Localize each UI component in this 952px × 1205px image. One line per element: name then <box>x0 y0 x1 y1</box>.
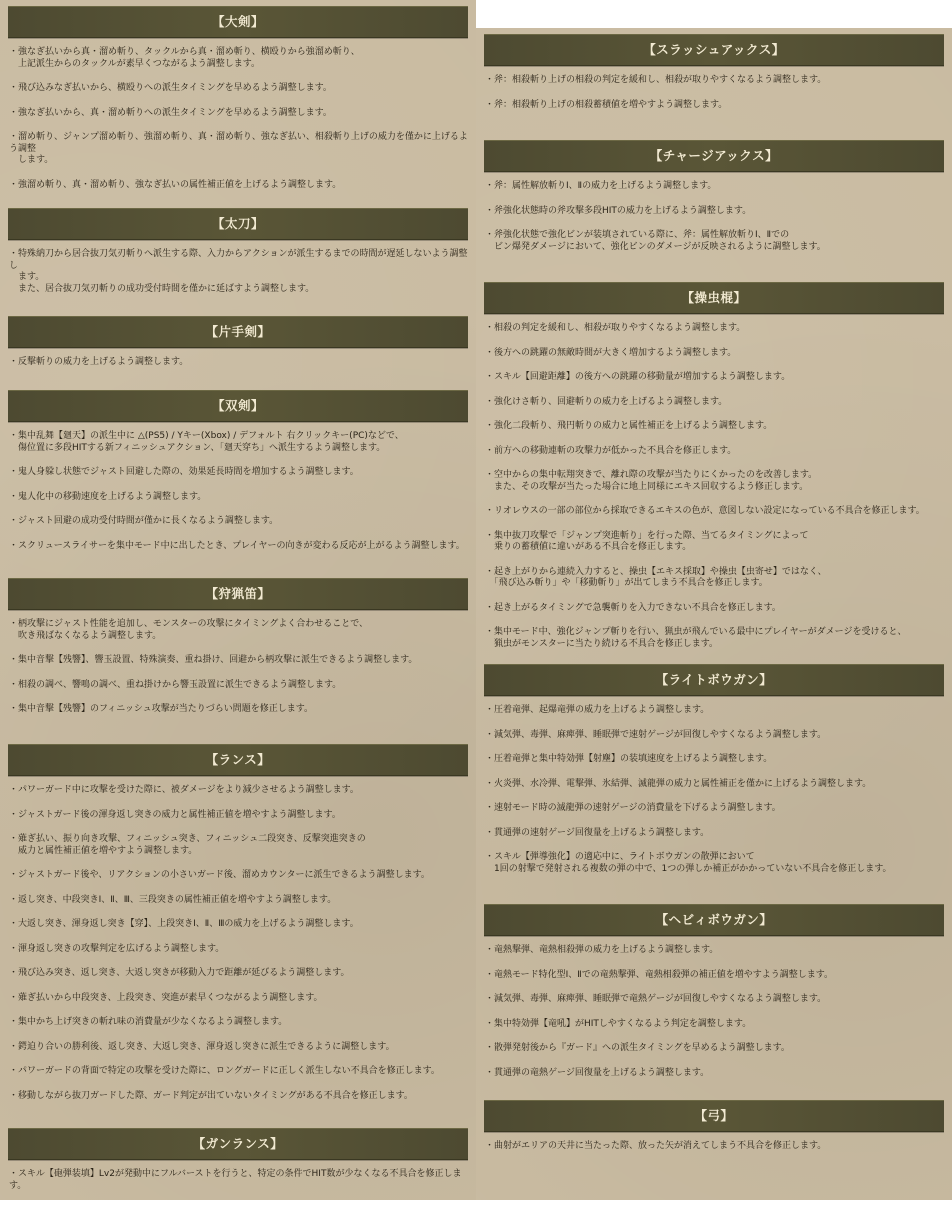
list-item: ・強なぎ払いから真・溜め斬り、タックルから真・溜め斬り、横殴りから強溜め斬り、 上記派生からのタックルが素早くつながるよう調整します。 <box>9 47 360 69</box>
list-item: ・強なぎ払いから、真・溜め斬りへの派生タイミングを早めるよう調整します。 <box>9 107 332 118</box>
list-item: ・斧強化状態で強化ビンが装填されている際に、斧：属性解放斬りⅠ、Ⅱでの ビン爆発ダメージにおいて、強化ビンのダメージが反映されるように調整します。 <box>485 230 826 252</box>
list-item: ・パワーガードの背面で特定の攻撃を受けた際に、ロングガードに正しく派生しない不具合を修正します。 <box>9 1066 440 1076</box>
list-item: ・特殊納刀から居合抜刀気刃斬りへ派生する際、入力からアクションが派生するまでの時間が遅延しないよう調整し ます。 また、居合抜刀気刃斬りの成功受付時間を僅かに延ばすよう調整します。 <box>9 249 468 294</box>
list-item: ・渾身返し突きの攻撃判定を広げるよう調整します。 <box>9 943 225 954</box>
section <box>476 904 952 1092</box>
list-item: ・散弾発射後から『ガード』への派生タイミングを早めるよう調整します。 <box>485 1043 790 1053</box>
section-header: 【弓】 <box>484 1100 944 1132</box>
section <box>476 282 952 663</box>
section <box>476 664 952 888</box>
item-list <box>9 431 476 552</box>
list-item: ・薙ぎ払い、振り向き攻撃、フィニッシュ突き、フィニッシュ二段突き、反撃突進突きの 威力と属性補正値を増やすよう調整します。 <box>9 834 366 856</box>
section <box>476 34 952 124</box>
right-column <box>476 28 952 1200</box>
item-list <box>9 1169 476 1192</box>
list-item: ・強化けさ斬り、回避斬りの威力を上げるよう調整します。 <box>485 396 728 407</box>
section-header: 【狩猟笛】 <box>8 578 468 610</box>
list-item: ・貫通弾の竜熱ゲージ回復量を上げるよう調整します。 <box>485 1067 710 1078</box>
list-item: ・集中音撃【残響】のフィニッシュ攻撃が当たりづらい問題を修正します。 <box>9 704 314 714</box>
list-item: ・集中モード中、強化ジャンプ斬りを行い、猟虫が飛んでいる最中にプレイヤーがダメージを受けると、 猟虫がモンスターに当たり続ける不具合を修正します。 <box>485 627 907 649</box>
list-item: ・強化二段斬り、飛円斬りの威力と属性補正を上げるよう調整します。 <box>485 421 773 431</box>
section-header: 【大剣】 <box>8 6 468 38</box>
list-item: ・リオレウスの一部の部位から採取できるエキスの色が、意図しない設定になっている不具合を修正します。 <box>485 506 925 516</box>
section <box>0 208 476 308</box>
list-item: ・柄攻撃にジャスト性能を追加し、モンスターの攻撃にタイミングよく合わせることで、 吹き飛ばなくなるよう調整します。 <box>9 619 369 641</box>
list-item: ・ジャスト回避の成功受付時間が僅かに長くなるよう調整します。 <box>9 516 279 526</box>
section-header: 【ヘビィボウガン】 <box>484 904 944 936</box>
item-list <box>9 47 476 191</box>
list-item: ・鍔迫り合いの勝利後、返し突き、大返し突き、渾身返し突きに派生できるように調整します。 <box>9 1041 395 1052</box>
list-item: ・返し突き、中段突きⅠ、Ⅱ、Ⅲ、三段突きの属性補正値を増やすよう調整します。 <box>9 894 337 905</box>
section <box>476 140 952 266</box>
list-item: ・空中からの集中転翔突きで、離れ際の攻撃が当たりにくかったのを改善します。 また、その攻撃が当たった場合に地上同様にエキス回収するよう修正します。 <box>485 470 818 492</box>
list-item: ・集中音撃【残響】、響玉設置、特殊演奏、重ね掛け、回避から柄攻撃に派生できるよう調整します。 <box>9 655 418 665</box>
section-header: 【操虫棍】 <box>484 282 944 314</box>
item-list <box>485 323 952 650</box>
section <box>0 744 476 1115</box>
list-item: ・ジャストガード後や、リアクションの小さいガード後、溜めカウンターに派生できるよう調整します。 <box>9 870 430 880</box>
list-item: ・飛び込み突き、返し突き、大返し突きが移動入力で距離が延びるよう調整します。 <box>9 968 350 978</box>
list-item: ・集中乱舞【廻天】の派生中に △(PS5) / Yキー(Xbox) / デフォルト 右クリックキー(PC)などで、 傷位置に多段HITする新フィニッシュアクション、「廻天穿ち」へ派生するよう調整します。 <box>9 431 404 453</box>
list-item: ・スキル【弾導強化】の適応中に、ライトボウガンの散弾において 1回の射撃で発射される複数の弾の中で、1つの弾しか補正がかかっていない不具合を修正します。 <box>485 852 892 874</box>
list-item: ・前方への移動連斬の攻撃力が低かった不具合を修正します。 <box>485 445 737 456</box>
section-header: 【スラッシュアックス】 <box>484 34 944 66</box>
section <box>0 1128 476 1205</box>
section <box>476 1100 952 1166</box>
section <box>0 6 476 204</box>
list-item: ・強溜め斬り、真・溜め斬り、強なぎ払いの属性補正値を上げるよう調整します。 <box>9 179 342 190</box>
list-item: ・速射モード時の滅龍弾の速射ゲージの消費量を下げるよう調整します。 <box>485 803 781 813</box>
section-header: 【チャージアックス】 <box>484 140 944 172</box>
list-item: ・飛び込みなぎ払いから、横殴りへの派生タイミングを早めるよう調整します。 <box>9 83 332 93</box>
list-item: ・移動しながら抜刀ガードした際、ガード判定が出ていないタイミングがある不具合を修正します。 <box>9 1090 413 1101</box>
list-item: ・薙ぎ払いから中段突き、上段突き、突進が素早くつながるよう調整します。 <box>9 992 323 1003</box>
item-list <box>485 75 952 111</box>
section-header: 【ライトボウガン】 <box>484 664 944 696</box>
list-item: ・パワーガード中に攻撃を受けた際に、被ダメージをより減少させるよう調整します。 <box>9 785 359 795</box>
list-item: ・スクリュースライサーを集中モード中に出したとき、プレイヤーの向きが変わる反応が上がるよう調整します。 <box>9 540 465 551</box>
section-header: 【片手剣】 <box>8 316 468 348</box>
section-header: 【太刀】 <box>8 208 468 240</box>
list-item: ・斧強化状態時の斧攻撃多段HITの威力を上げるよう調整します。 <box>485 205 752 216</box>
list-item: ・相殺の調べ、響鳴の調べ、重ね掛けから響玉設置に派生できるよう調整します。 <box>9 679 342 690</box>
section-header: 【双剣】 <box>8 390 468 422</box>
list-item: ・反撃斬りの威力を上げるよう調整します。 <box>9 357 189 367</box>
list-item: ・集中抜刀攻撃で「ジャンプ突進斬り」を行った際、当てるタイミングによって 乗りの蓄積値に違いがある不具合を修正します。 <box>485 530 809 552</box>
list-item: ・火炎弾、水冷弾、電撃弾、氷結弾、滅龍弾の威力と属性補正を僅かに上げるよう調整します。 <box>485 778 872 789</box>
list-item: ・減気弾、毒弾、麻痺弾、睡眠弾で竜熱ゲージが回復しやすくなるよう調整します。 <box>485 994 827 1004</box>
list-item: ・溜め斬り、ジャンプ溜め斬り、強溜め斬り、真・溜め斬り、強なぎ払い、相殺斬り上げの威力を僅かに上げるよう調整 します。 <box>9 132 468 165</box>
left-column <box>0 0 476 1200</box>
section-header: 【ランス】 <box>8 744 468 776</box>
list-item: ・斧：相殺斬り上げの相殺蓄積値を増やすよう調整します。 <box>485 99 728 110</box>
section <box>0 390 476 565</box>
item-list <box>9 785 476 1102</box>
list-item: ・竜熱撃弾、竜熱相殺弾の威力を上げるよう調整します。 <box>485 945 719 955</box>
list-item: ・斧：相殺斬り上げの相殺の判定を緩和し、相殺が取りやすくなるよう調整します。 <box>485 75 827 85</box>
section-header: 【ガンランス】 <box>8 1128 468 1160</box>
list-item: ・減気弾、毒弾、麻痺弾、睡眠弾で速射ゲージが回復しやすくなるよう調整します。 <box>485 729 827 740</box>
list-item: ・集中かち上げ突きの斬れ味の消費量が少なくなるよう調整します。 <box>9 1017 288 1027</box>
list-item: ・曲射がエリアの天井に当たった際、放った矢が消えてしまう不具合を修正します。 <box>485 1141 827 1151</box>
list-item: ・起き上がりから連続入力すると、操虫【エキス採取】や操虫【虫寄せ】ではなく、 「飛び込み斬り」や「移動斬り」が出てしまう不具合を修正します。 <box>485 566 827 588</box>
list-item: ・ジャストガード後の渾身返し突きの威力と属性補正値を増やすよう調整します。 <box>9 809 341 820</box>
list-item: ・圧着竜弾、起爆竜弾の威力を上げるよう調整します。 <box>485 705 710 715</box>
list-item: ・起き上がるタイミングで急襲斬りを入力できない不具合を修正します。 <box>485 602 781 613</box>
list-item: ・竜熱モード特化型Ⅰ、Ⅱでの竜熱撃弾、竜熱相殺弾の補正値を増やすよう調整します。 <box>485 969 834 980</box>
item-list <box>485 1141 952 1153</box>
section <box>0 578 476 729</box>
section <box>0 316 476 382</box>
list-item: ・圧着竜弾と集中特効弾【射塵】の装填速度を上げるよう調整します。 <box>485 754 773 764</box>
list-item: ・相殺の判定を緩和し、相殺が取りやすくなるよう調整します。 <box>485 323 746 333</box>
list-item: ・大返し突き、渾身返し突き【穿】、上段突きⅠ、Ⅱ、Ⅲの威力を上げるよう調整します。 <box>9 919 359 929</box>
item-list <box>485 181 952 253</box>
item-list <box>485 945 952 1079</box>
list-item: ・集中特効弾【竜吼】がHITしやすくなるよう判定を調整します。 <box>485 1018 752 1029</box>
list-item: ・鬼人身躱し状態でジャスト回避した際の、効果延長時間を増加するよう調整します。 <box>9 467 359 477</box>
list-item: ・スキル【砲弾装填】Lv2が発動中にフルバーストを行うと、特定の条件でHIT数が少なくなる不具合を修正します。 <box>9 1169 462 1191</box>
list-item: ・鬼人化中の移動速度を上げるよう調整します。 <box>9 491 207 502</box>
list-item: ・貫通弾の速射ゲージ回復量を上げるよう調整します。 <box>485 827 710 838</box>
list-item: ・斧：属性解放斬りⅠ、Ⅱの威力を上げるよう調整します。 <box>485 181 717 191</box>
list-item: ・後方への跳躍の無敵時間が大きく増加するよう調整します。 <box>485 347 737 358</box>
item-list <box>9 619 476 716</box>
item-list <box>9 249 476 295</box>
item-list <box>485 705 952 875</box>
list-item: ・スキル【回避距離】の後方への跳躍の移動量が増加するよう調整します。 <box>485 372 791 382</box>
item-list <box>9 357 476 369</box>
